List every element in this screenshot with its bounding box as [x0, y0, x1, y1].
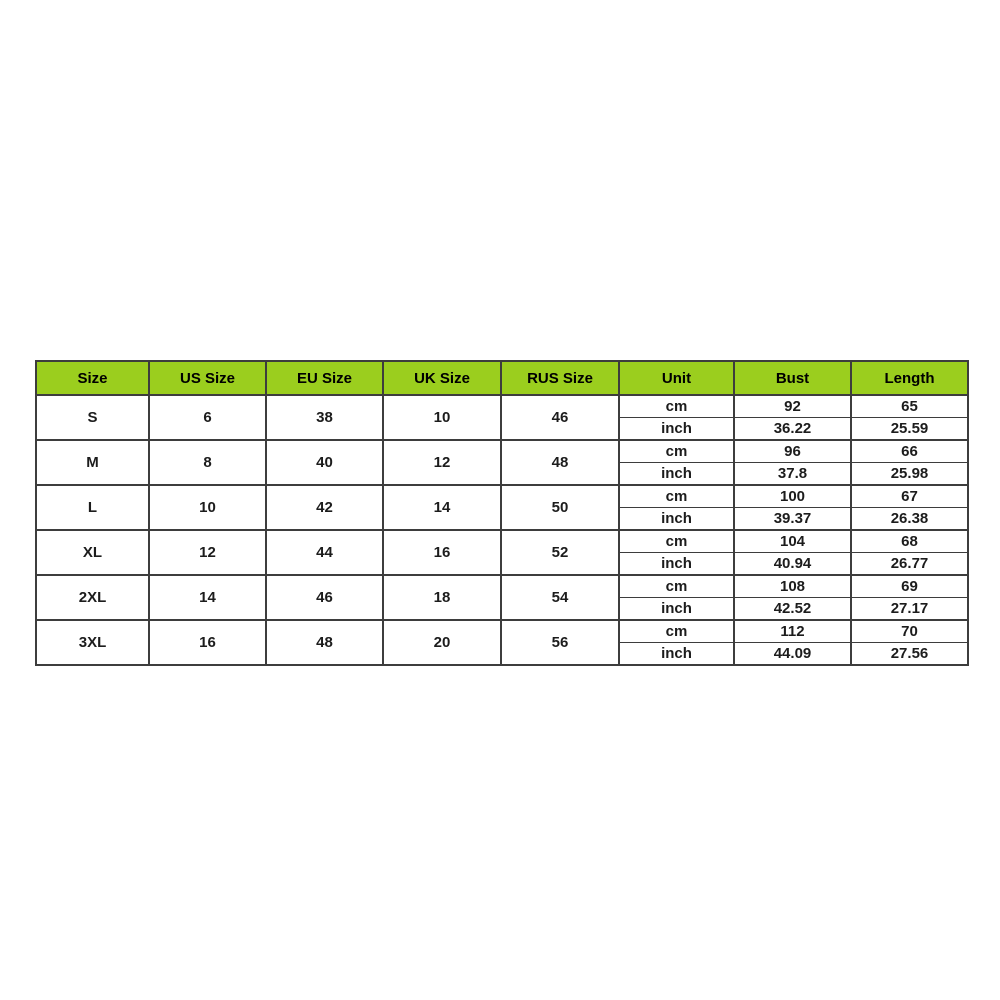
length-cell: 70 — [851, 620, 968, 643]
rus-size-cell: 54 — [501, 575, 619, 620]
size-cell: 2XL — [36, 575, 149, 620]
uk-size-cell: 12 — [383, 440, 501, 485]
header-us-size: US Size — [149, 361, 266, 395]
eu-size-cell: 48 — [266, 620, 383, 665]
size-cell: S — [36, 395, 149, 440]
bust-cell: 40.94 — [734, 553, 851, 576]
us-size-cell: 14 — [149, 575, 266, 620]
eu-size-cell: 46 — [266, 575, 383, 620]
table-row — [36, 440, 968, 463]
unit-cell: cm — [619, 440, 734, 463]
length-cell: 25.59 — [851, 418, 968, 441]
eu-size-cell: 44 — [266, 530, 383, 575]
unit-cell: cm — [619, 530, 734, 553]
us-size-cell: 6 — [149, 395, 266, 440]
table-row — [36, 395, 968, 418]
uk-size-cell: 10 — [383, 395, 501, 440]
bust-cell: 92 — [734, 395, 851, 418]
table-row — [36, 575, 968, 598]
unit-cell: cm — [619, 395, 734, 418]
rus-size-cell: 52 — [501, 530, 619, 575]
length-cell: 67 — [851, 485, 968, 508]
header-eu-size: EU Size — [266, 361, 383, 395]
size-table-body — [36, 395, 968, 665]
bust-cell: 112 — [734, 620, 851, 643]
us-size-cell: 16 — [149, 620, 266, 665]
length-cell: 69 — [851, 575, 968, 598]
size-chart — [35, 360, 967, 666]
unit-cell: cm — [619, 620, 734, 643]
eu-size-cell: 40 — [266, 440, 383, 485]
size-cell: 3XL — [36, 620, 149, 665]
unit-cell: cm — [619, 575, 734, 598]
header-row — [36, 361, 968, 395]
length-cell: 25.98 — [851, 463, 968, 486]
length-cell: 26.77 — [851, 553, 968, 576]
us-size-cell: 8 — [149, 440, 266, 485]
uk-size-cell: 16 — [383, 530, 501, 575]
bust-cell: 37.8 — [734, 463, 851, 486]
unit-cell: inch — [619, 553, 734, 576]
unit-cell: inch — [619, 643, 734, 666]
unit-cell: inch — [619, 508, 734, 531]
bust-cell: 39.37 — [734, 508, 851, 531]
bust-cell: 44.09 — [734, 643, 851, 666]
bust-cell: 96 — [734, 440, 851, 463]
eu-size-cell: 42 — [266, 485, 383, 530]
table-row — [36, 530, 968, 553]
unit-cell: cm — [619, 485, 734, 508]
bust-cell: 42.52 — [734, 598, 851, 621]
bust-cell: 108 — [734, 575, 851, 598]
header-bust: Bust — [734, 361, 851, 395]
unit-cell: inch — [619, 598, 734, 621]
us-size-cell: 12 — [149, 530, 266, 575]
rus-size-cell: 50 — [501, 485, 619, 530]
bust-cell: 104 — [734, 530, 851, 553]
size-chart-table — [35, 360, 969, 666]
rus-size-cell: 56 — [501, 620, 619, 665]
length-cell: 68 — [851, 530, 968, 553]
length-cell: 66 — [851, 440, 968, 463]
header-size: Size — [36, 361, 149, 395]
header-rus-size: RUS Size — [501, 361, 619, 395]
rus-size-cell: 48 — [501, 440, 619, 485]
uk-size-cell: 14 — [383, 485, 501, 530]
unit-cell: inch — [619, 463, 734, 486]
table-row — [36, 620, 968, 643]
us-size-cell: 10 — [149, 485, 266, 530]
header-uk-size: UK Size — [383, 361, 501, 395]
rus-size-cell: 46 — [501, 395, 619, 440]
unit-cell: inch — [619, 418, 734, 441]
uk-size-cell: 20 — [383, 620, 501, 665]
eu-size-cell: 38 — [266, 395, 383, 440]
size-cell: M — [36, 440, 149, 485]
length-cell: 27.17 — [851, 598, 968, 621]
length-cell: 65 — [851, 395, 968, 418]
table-row — [36, 485, 968, 508]
size-cell: L — [36, 485, 149, 530]
length-cell: 26.38 — [851, 508, 968, 531]
size-cell: XL — [36, 530, 149, 575]
length-cell: 27.56 — [851, 643, 968, 666]
header-unit: Unit — [619, 361, 734, 395]
uk-size-cell: 18 — [383, 575, 501, 620]
header-length: Length — [851, 361, 968, 395]
bust-cell: 100 — [734, 485, 851, 508]
bust-cell: 36.22 — [734, 418, 851, 441]
